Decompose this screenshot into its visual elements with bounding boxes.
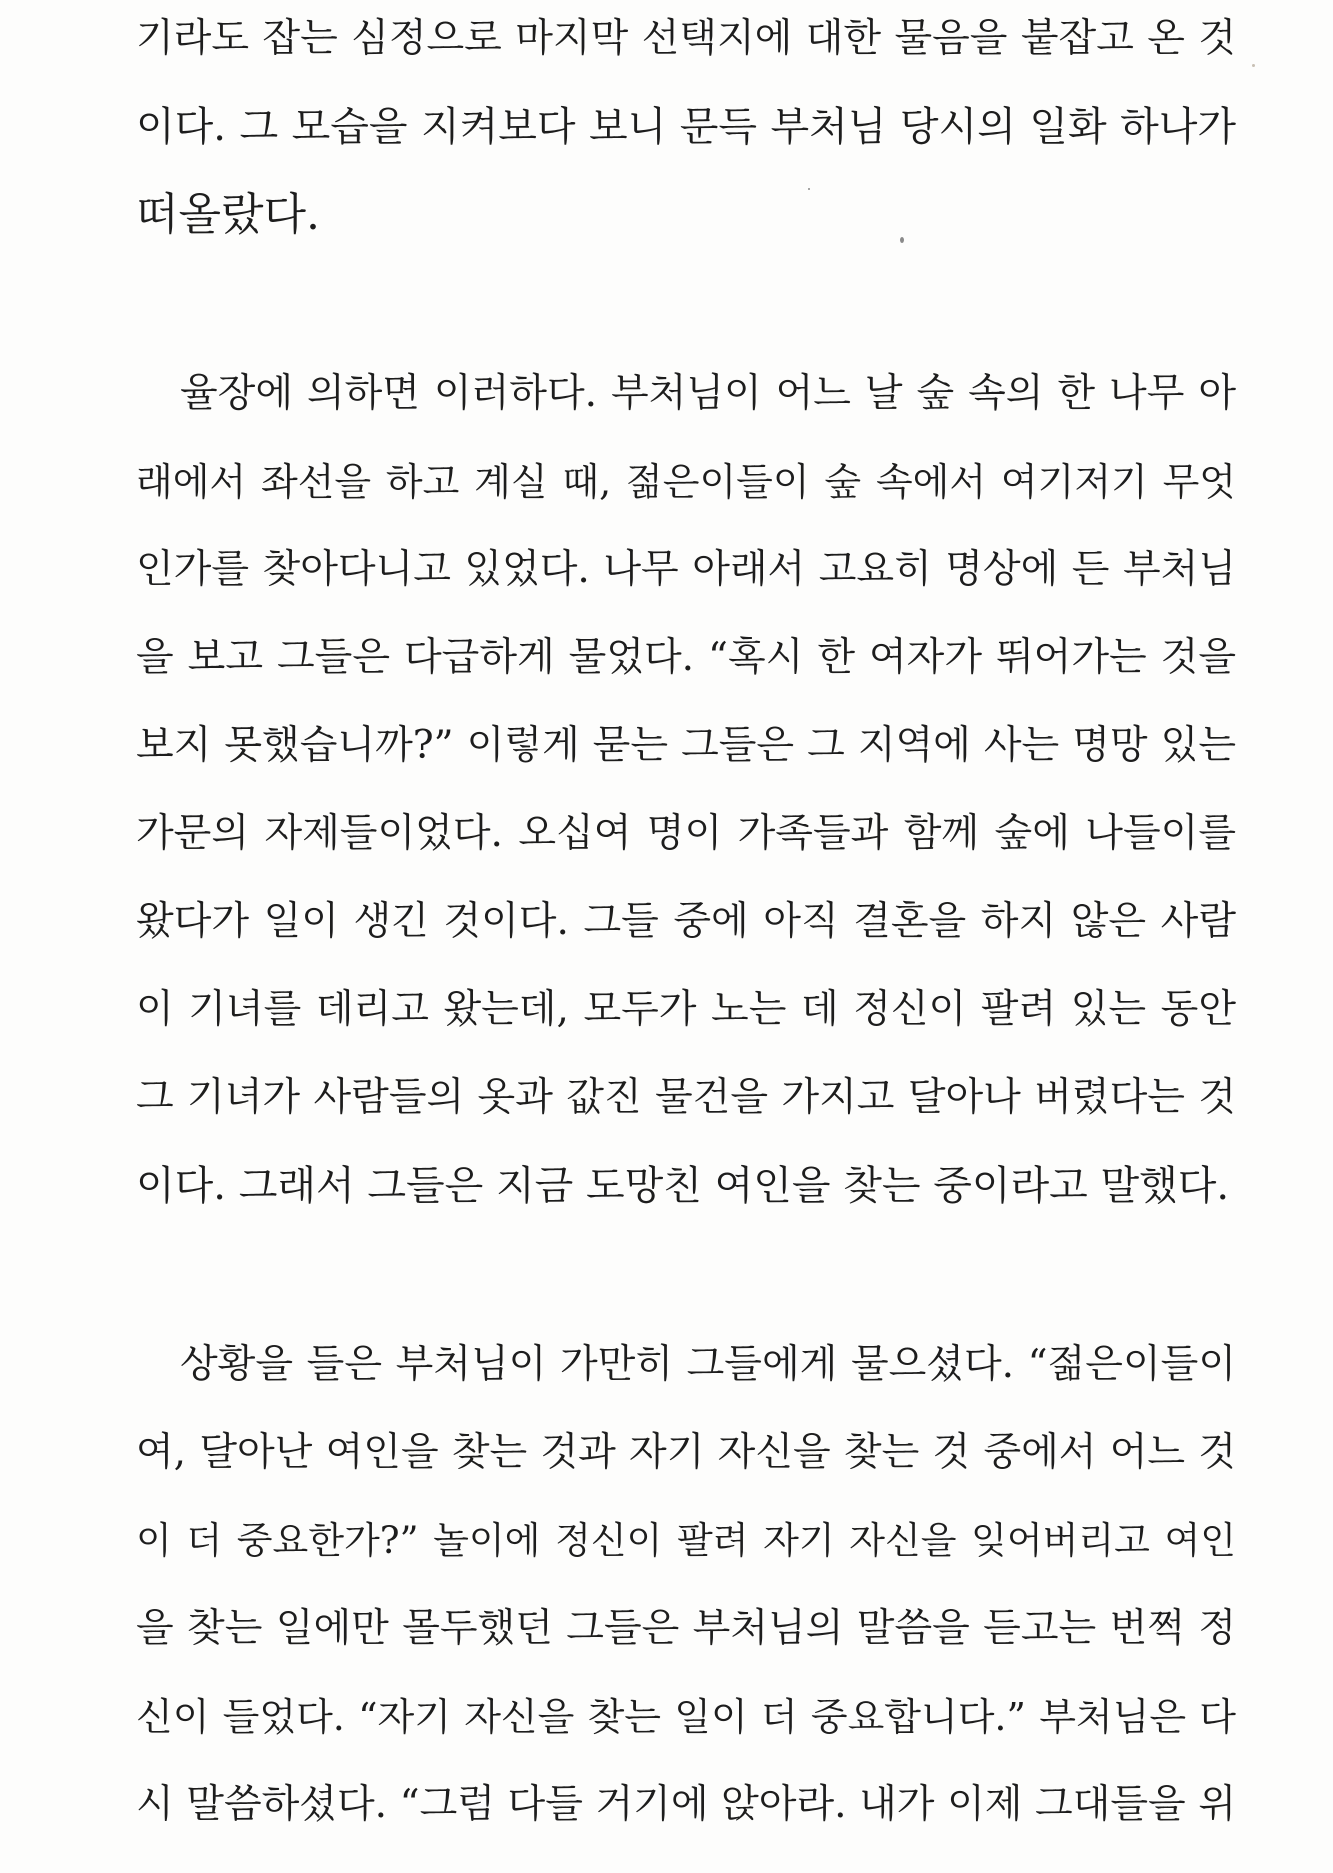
text-line: 이다. 그래서 그들은 지금 도망친 여인을 찾는 중이라고 말했다. bbox=[136, 1163, 1230, 1209]
text-line: 이 더 중요한가?” 놀이에 정신이 팔려 자기 자신을 잊어버리고 여인 bbox=[136, 1519, 1236, 1562]
text-line: 율장에 의하면 이러하다. 부처님이 어느 날 숲 속의 한 나무 아 bbox=[180, 371, 1236, 416]
text-line: 을 찾는 일에만 몰두했던 그들은 부처님의 말씀을 듣고는 번쩍 정 bbox=[136, 1606, 1236, 1651]
text-line: 상황을 들은 부처님이 가만히 그들에게 물으셨다. “젊은이들이 bbox=[180, 1342, 1236, 1387]
text-line: 떠올랐다. bbox=[136, 189, 321, 240]
text-line: 그 기녀가 사람들의 옷과 값진 물건을 가지고 달아나 버렸다는 것 bbox=[136, 1075, 1236, 1120]
text-line: 이다. 그 모습을 지켜보다 보니 문득 부처님 당시의 일화 하나가 bbox=[136, 104, 1236, 150]
text-line: 인가를 찾아다니고 있었다. 나무 아래서 고요히 명상에 든 부처님 bbox=[136, 547, 1236, 592]
text-line: 여, 달아난 여인을 찾는 것과 자기 자신을 찾는 것 중에서 어느 것 bbox=[136, 1430, 1236, 1475]
text-line: 왔다가 일이 생긴 것이다. 그들 중에 아직 결혼을 하지 않은 사람 bbox=[136, 899, 1236, 944]
text-line: 을 보고 그들은 다급하게 물었다. “혹시 한 여자가 뛰어가는 것을 bbox=[136, 635, 1236, 680]
scan-speck bbox=[900, 237, 904, 243]
text-line: 기라도 잡는 심정으로 마지막 선택지에 대한 물음을 붙잡고 온 것 bbox=[136, 16, 1236, 61]
text-line: 이 기녀를 데리고 왔는데, 모두가 노는 데 정신이 팔려 있는 동안 bbox=[136, 987, 1236, 1032]
text-line: 래에서 좌선을 하고 계실 때, 젊은이들이 숲 속에서 여기저기 무엇 bbox=[136, 460, 1236, 504]
scan-speck bbox=[1252, 64, 1255, 67]
text-line: 시 말씀하셨다. “그럼 다들 거기에 앉아라. 내가 이제 그대들을 위 bbox=[136, 1782, 1236, 1827]
text-line: 신이 들었다. “자기 자신을 찾는 일이 더 중요합니다.” 부처님은 다 bbox=[136, 1695, 1236, 1739]
scan-speck bbox=[808, 188, 810, 190]
text-line: 가문의 자제들이었다. 오십여 명이 가족들과 함께 숲에 나들이를 bbox=[136, 811, 1236, 856]
text-line: 보지 못했습니까?” 이렇게 묻는 그들은 그 지역에 사는 명망 있는 bbox=[136, 723, 1236, 768]
